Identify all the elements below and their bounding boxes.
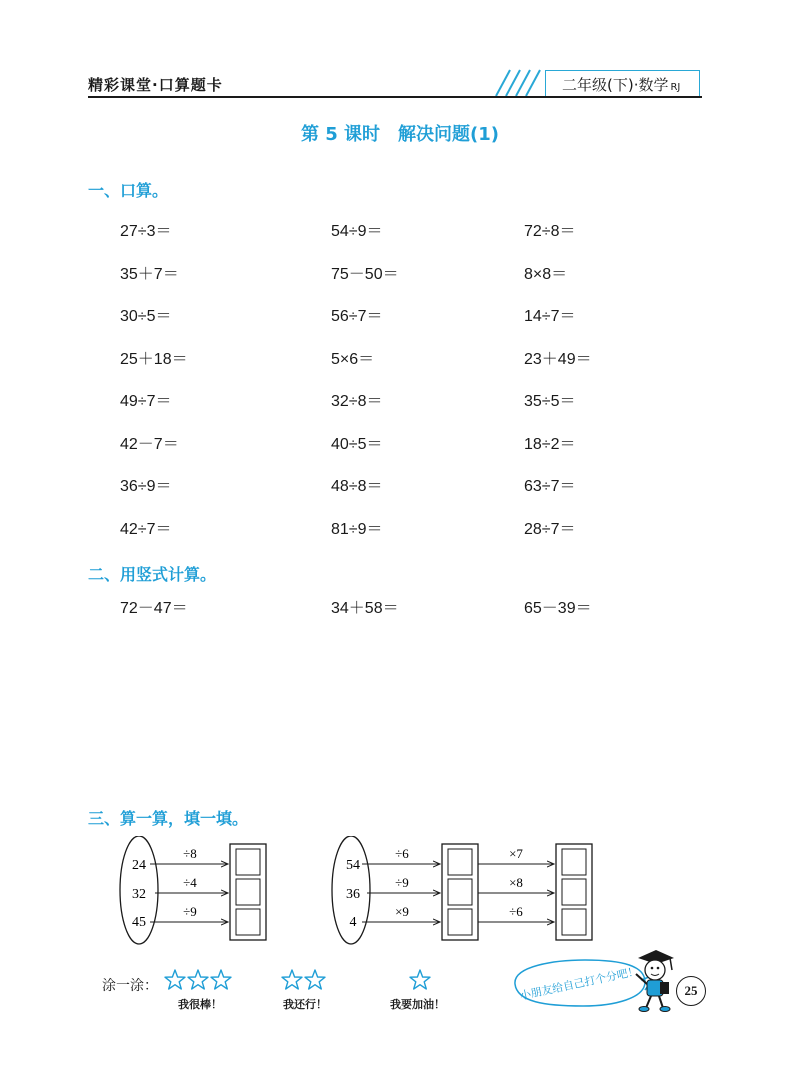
- diagram2-input-3: 4: [349, 915, 357, 930]
- vertical-calc-item-2: 34＋58＝: [331, 600, 399, 617]
- grade-subject: 二年级(下)·数学: [562, 76, 669, 94]
- diagram1-input-1: 24: [132, 858, 146, 873]
- star-icon[interactable]: [282, 970, 302, 989]
- mental-math-item: 81÷9＝: [331, 520, 383, 538]
- star-icon[interactable]: [211, 970, 231, 989]
- diagram2-op1-3: ×9: [395, 904, 409, 919]
- header-right-title: [562, 74, 680, 95]
- mental-math-item: 72÷8＝: [524, 223, 576, 240]
- page-number: 25: [676, 976, 706, 1006]
- mental-math-item: 63÷7＝: [524, 478, 576, 495]
- diagram1-input-3: 45: [132, 915, 146, 930]
- mental-math-item: 40÷5＝: [331, 435, 383, 453]
- mental-math-item: 30÷5＝: [120, 308, 172, 325]
- mental-math-item: 49÷7＝: [120, 393, 172, 410]
- diagram1-answer-box-2[interactable]: [236, 879, 260, 905]
- header-rule: [88, 96, 702, 98]
- mental-math-item: 14÷7＝: [524, 308, 576, 325]
- header-left-title: 精彩课堂·口算题卡: [88, 76, 223, 94]
- mental-math-item: 23＋49＝: [524, 350, 592, 368]
- diagram2-op2-2: ×8: [509, 875, 523, 890]
- section3-heading: 三、算一算，填一填。: [88, 809, 249, 828]
- mental-math-item: 28÷7＝: [524, 520, 576, 538]
- mental-math-item: 75－50＝: [331, 265, 399, 283]
- mental-math-item: 42÷7＝: [120, 520, 172, 538]
- diagram2-answer-column: [556, 844, 592, 940]
- diagram2-op1-2: ÷9: [395, 875, 409, 890]
- mental-math-item: 18÷2＝: [524, 435, 576, 453]
- section1-heading: 一、口算。: [88, 181, 169, 200]
- diagram2-input-1: 54: [346, 858, 360, 873]
- diagram1-answer-column: [230, 844, 266, 940]
- diagram2-middle-box-2[interactable]: [448, 879, 472, 905]
- mental-math-item: 42－7＝: [120, 435, 179, 453]
- diagram1-answer-box-3[interactable]: [236, 909, 260, 935]
- diagram2-op1-1: ÷6: [395, 846, 409, 861]
- diagram1-answer-box-1[interactable]: [236, 849, 260, 875]
- self-rating-label: 涂一涂：: [102, 978, 158, 994]
- mental-math-item: 36÷9＝: [120, 478, 172, 495]
- diagram2-middle-column: [442, 844, 478, 940]
- diagram2-middle-box-3[interactable]: [448, 909, 472, 935]
- lesson-title: 第 5 课时 解决问题(1): [300, 124, 500, 145]
- rating-stars: [160, 966, 460, 994]
- diagram2-op2-3: ÷6: [509, 904, 523, 919]
- star-icon[interactable]: [410, 970, 430, 989]
- mental-math-item: 27÷3＝: [120, 223, 172, 240]
- rating-ok-label: 我还行！: [283, 998, 327, 1011]
- diagram1-op-3: ÷9: [183, 904, 197, 919]
- rating-try-label: 我要加油！: [390, 998, 445, 1011]
- diagram2-answer-box-1[interactable]: [562, 849, 586, 875]
- edition-tag: RJ: [670, 82, 681, 93]
- mental-math-item: 5×6＝: [331, 350, 375, 368]
- rating-great-label: 我很棒！: [178, 998, 222, 1011]
- mental-math-item: 35÷5＝: [524, 393, 576, 410]
- diagram2-answer-box-3[interactable]: [562, 909, 586, 935]
- diagram2-input-2: 36: [346, 887, 360, 902]
- diagram2-answer-box-2[interactable]: [562, 879, 586, 905]
- section2-heading: 二、用竖式计算。: [88, 565, 217, 584]
- mental-math-item: 35＋7＝: [120, 265, 179, 283]
- star-icon[interactable]: [165, 970, 185, 989]
- header-stripes: [488, 68, 548, 96]
- mental-math-item: 32÷8＝: [331, 393, 383, 410]
- student-mascot-icon: [630, 948, 678, 1014]
- mental-math-item: 8×8＝: [524, 265, 568, 283]
- mental-math-item: 48÷8＝: [331, 478, 383, 495]
- star-icon[interactable]: [305, 970, 325, 989]
- diagram1-op-1: ÷8: [183, 846, 197, 861]
- vertical-calc-item-1: 72－47＝: [120, 600, 188, 617]
- diagram1-op-2: ÷4: [183, 875, 197, 890]
- star-icon[interactable]: [188, 970, 208, 989]
- diagram1-input-2: 32: [132, 887, 146, 902]
- diagram2-op2-1: ×7: [509, 846, 523, 861]
- mental-math-item: 25＋18＝: [120, 350, 188, 368]
- vertical-calc-item-3: 65－39＝: [524, 600, 592, 617]
- bubble-text: 小朋友给自己打个分吧！: [518, 964, 640, 1003]
- diagram2-middle-box-1[interactable]: [448, 849, 472, 875]
- mental-math-item: 54÷9＝: [331, 223, 383, 240]
- fill-in-diagrams: [0, 836, 800, 948]
- mental-math-item: 56÷7＝: [331, 308, 383, 325]
